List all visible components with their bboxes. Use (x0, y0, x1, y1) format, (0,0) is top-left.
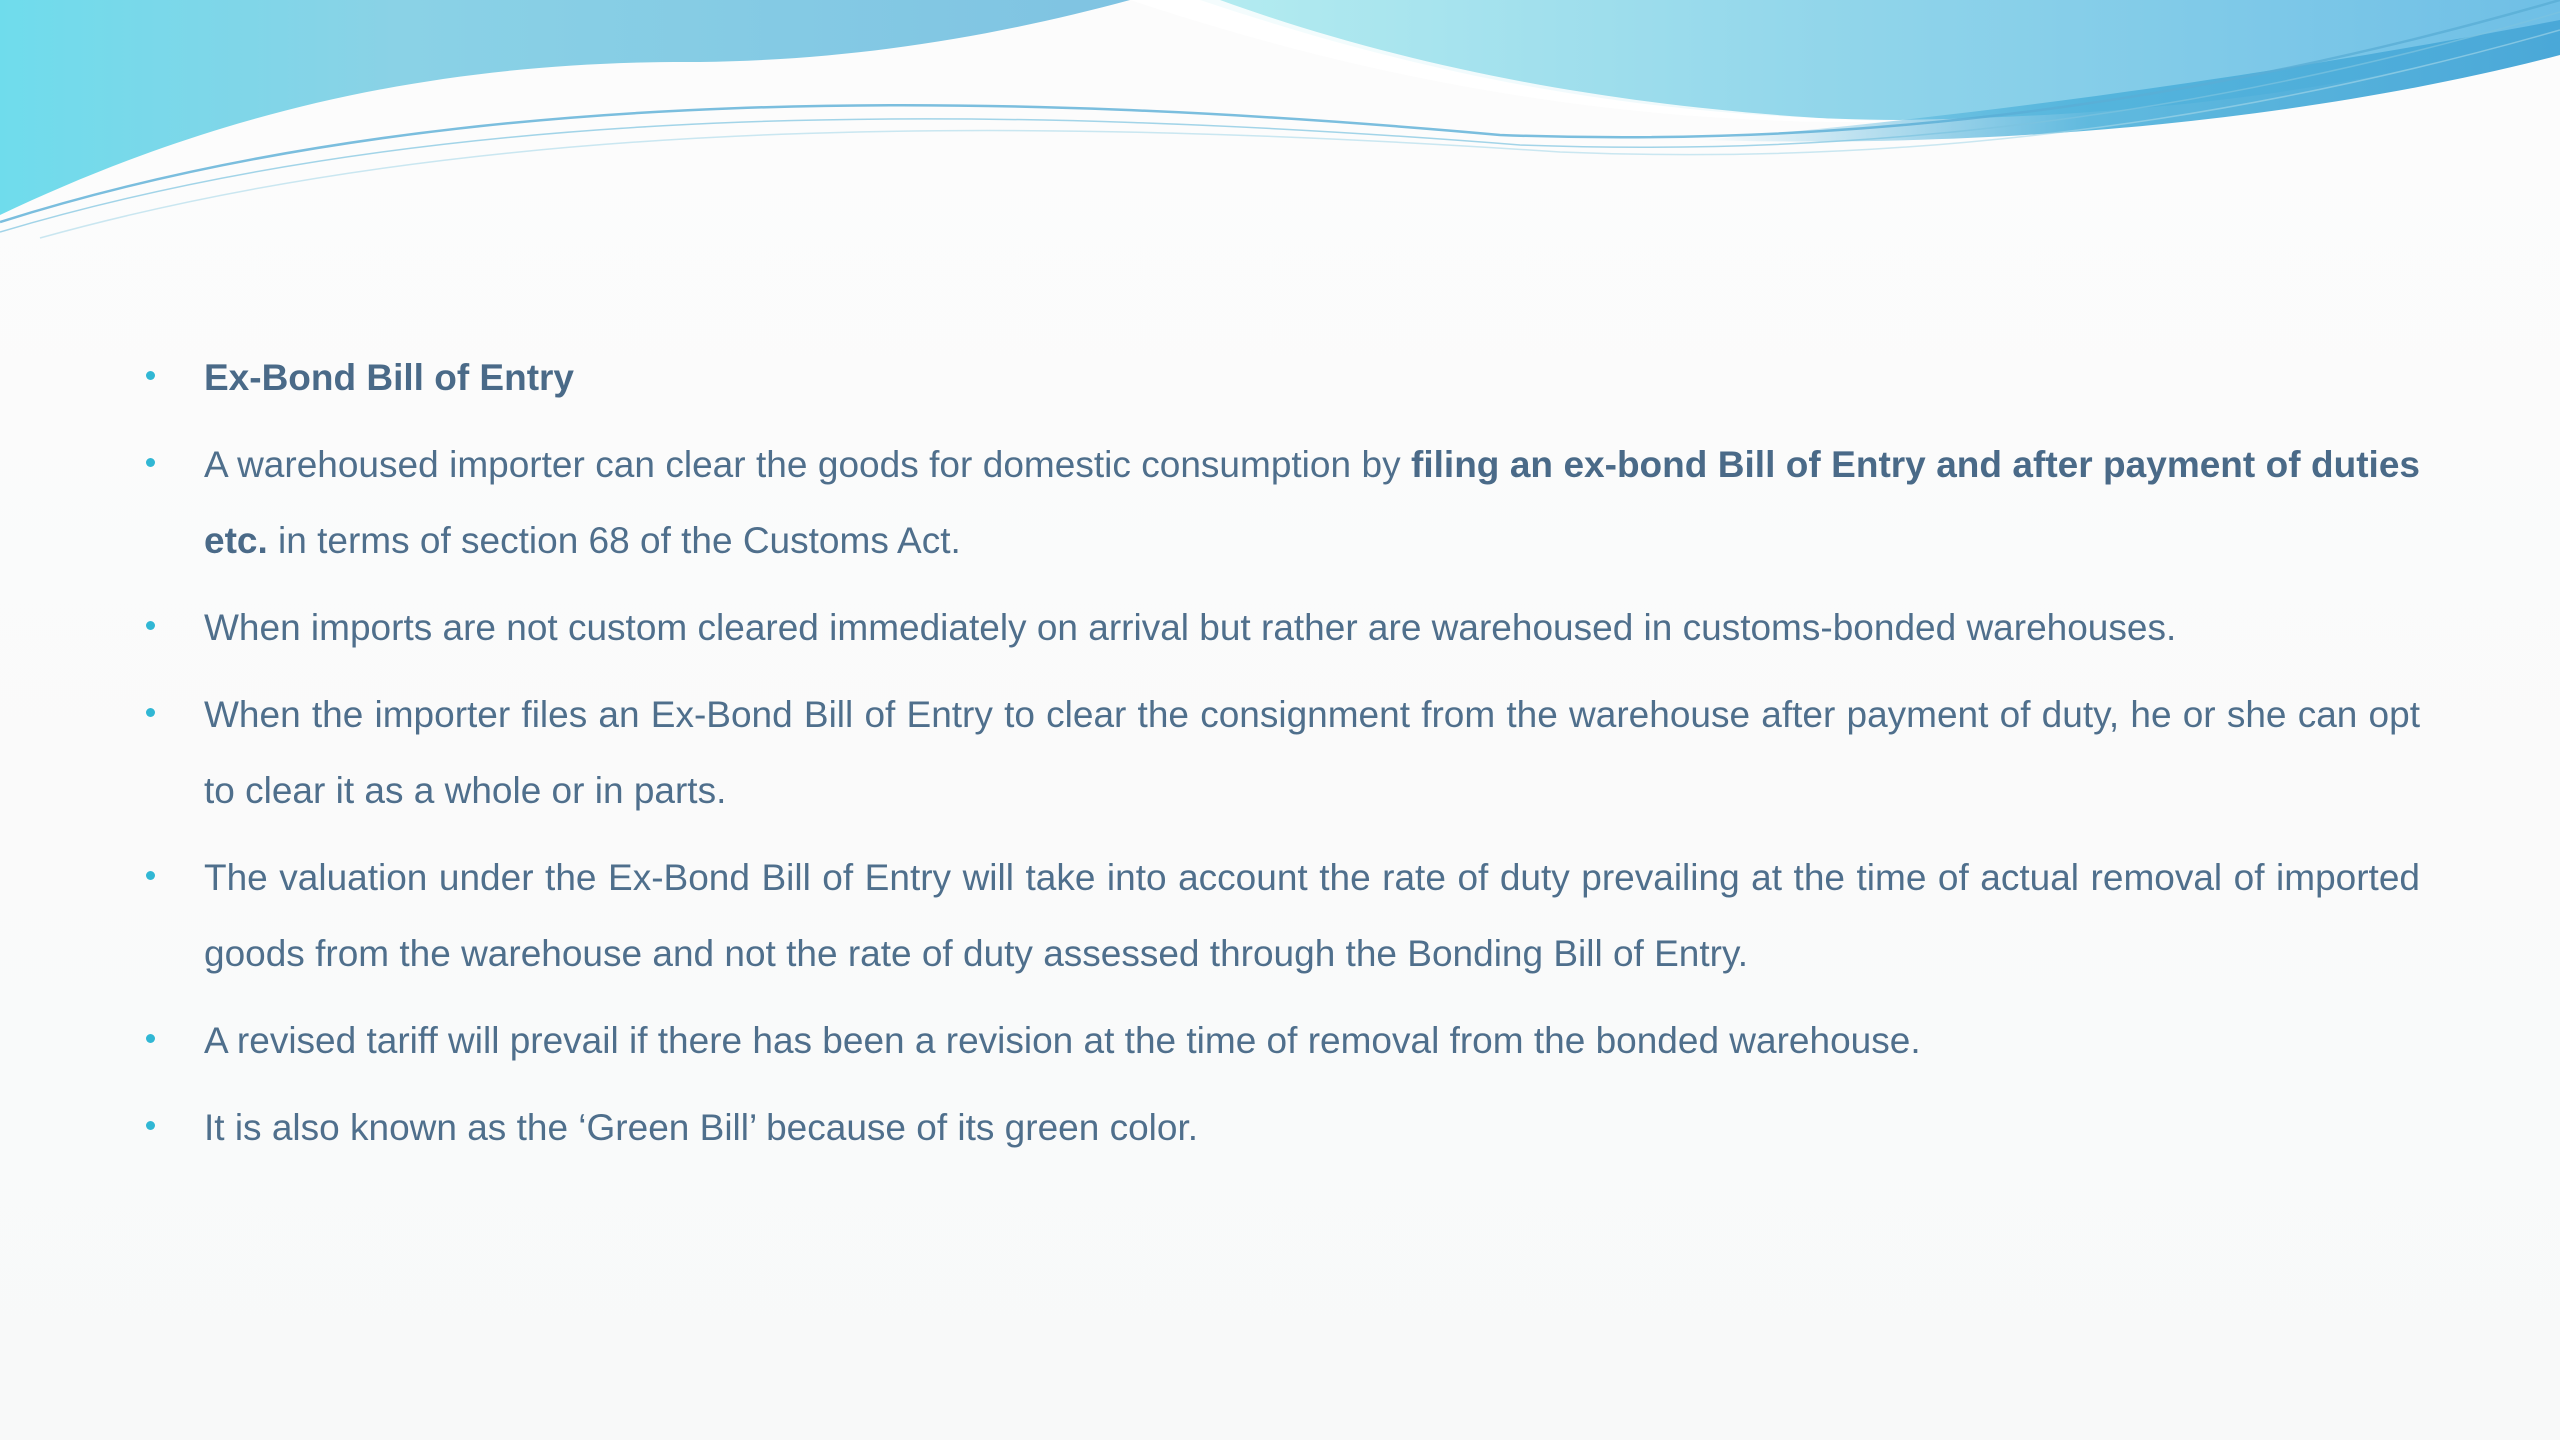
bullet-bold-text: filing an ex-bond Bill of Entry and after payment of duties etc. (204, 444, 2420, 561)
bullet-item-valuation (140, 840, 2420, 992)
bullet-list (140, 340, 2420, 1166)
bullet-item-heading (140, 340, 2420, 416)
bullet-text: in terms of section 68 of the Customs Act. (267, 520, 961, 561)
bullet-text: When the importer files an Ex-Bond Bill of Entry to clear the consignment from the warehouse after payment of duty, he or she can opt to clear it as a whole or in parts. (204, 694, 2420, 811)
bullet-item-importer-files (140, 677, 2420, 829)
bullet-dot-icon (146, 371, 155, 380)
bullet-heading: Ex-Bond Bill of Entry (204, 357, 574, 398)
slide-content (140, 340, 2420, 1177)
bullet-text: A warehoused importer can clear the goods for domestic consumption by (204, 444, 1412, 485)
bullet-dot-icon (146, 871, 155, 880)
bullet-dot-icon (146, 1121, 155, 1130)
bullet-item-imports-not-cleared (140, 590, 2420, 666)
bullet-dot-icon (146, 1034, 155, 1043)
bullet-text: The valuation under the Ex-Bond Bill of Entry will take into account the rate of duty prevailing at the time of actual removal of imported goods from the warehouse and not the rate of duty assessed through the Bonding Bill of Entry. (204, 857, 2420, 974)
bullet-text: When imports are not custom cleared immediately on arrival but rather are warehoused in customs-bonded warehouses. (204, 607, 2177, 648)
bullet-dot-icon (146, 708, 155, 717)
bullet-dot-icon (146, 621, 155, 630)
bullet-dot-icon (146, 458, 155, 467)
bullet-text: It is also known as the ‘Green Bill’ because of its green color. (204, 1107, 1199, 1148)
bullet-item-warehoused-importer (140, 427, 2420, 579)
header-wave-decoration (0, 0, 2560, 260)
bullet-item-revised-tariff (140, 1003, 2420, 1079)
bullet-text: A revised tariff will prevail if there has been a revision at the time of removal from the bonded warehouse. (204, 1020, 1921, 1061)
bullet-item-green-bill (140, 1090, 2420, 1166)
